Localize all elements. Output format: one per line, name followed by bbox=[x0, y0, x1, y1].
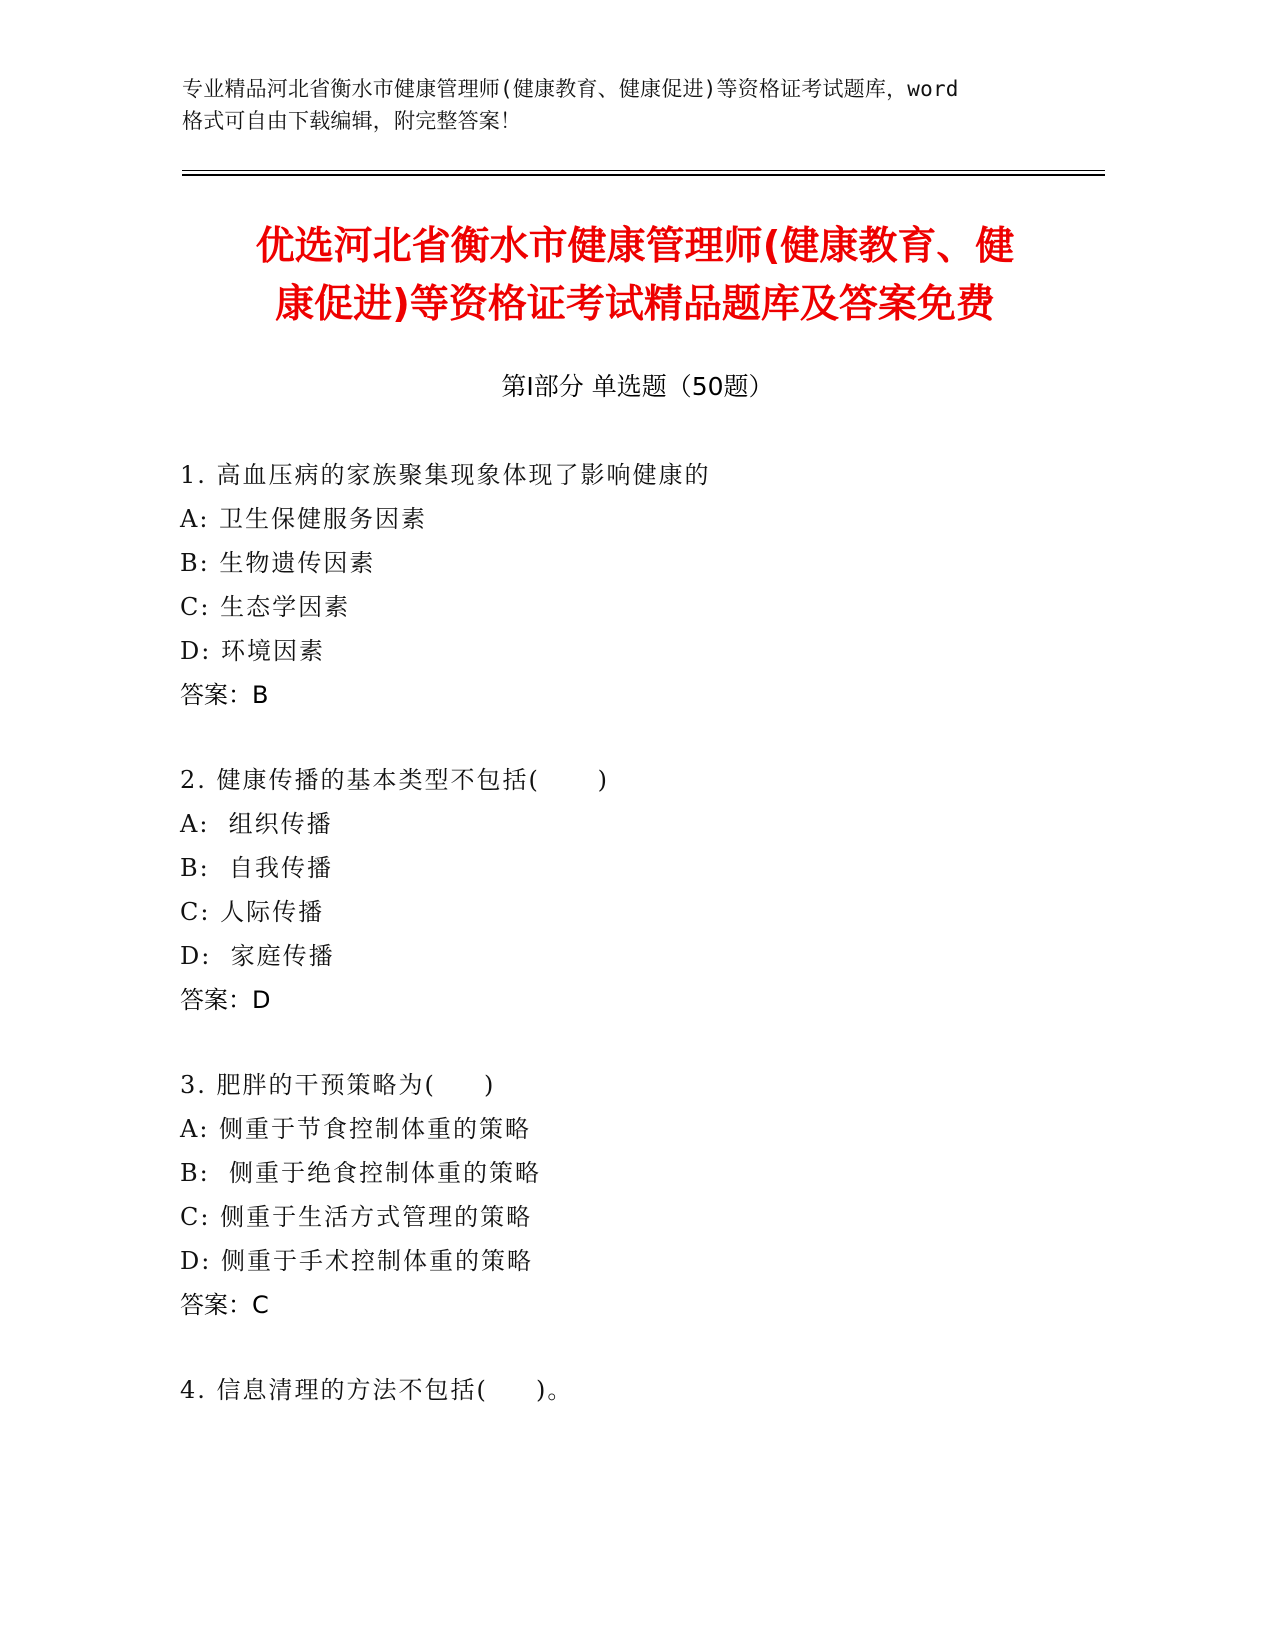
option-a: A: 组织传播 bbox=[180, 810, 333, 838]
answer-text: 答案：C bbox=[180, 1291, 269, 1319]
option-b: B: 自我传播 bbox=[180, 854, 333, 882]
question-stem: 1. 高血压病的家族聚集现象体现了影响健康的 bbox=[180, 461, 711, 489]
question-stem: 2. 健康传播的基本类型不包括( ) bbox=[180, 766, 610, 794]
header-note-line-2: 格式可自由下载编辑，附完整答案！ bbox=[182, 109, 522, 133]
question-stem: 3. 肥胖的干预策略为( ) bbox=[180, 1071, 496, 1099]
option-d: D: 环境因素 bbox=[180, 637, 325, 665]
option-c: C: 侧重于生活方式管理的策略 bbox=[180, 1203, 533, 1231]
answer-text: 答案：D bbox=[180, 986, 271, 1014]
option-c: C: 人际传播 bbox=[180, 898, 325, 926]
option-a: A: 侧重于节食控制体重的策略 bbox=[180, 1115, 532, 1143]
header-rule-thick bbox=[182, 174, 1105, 176]
option-c: C: 生态学因素 bbox=[180, 593, 351, 621]
question-stem: 4. 信息清理的方法不包括( )。 bbox=[180, 1376, 574, 1404]
question-1 bbox=[180, 453, 1080, 717]
question-3 bbox=[180, 1063, 1080, 1327]
header-note bbox=[182, 73, 1082, 137]
page-title-line-1: 优选河北省衡水市健康管理师(健康教育、健 bbox=[255, 224, 1015, 269]
header-note-line-1: 专业精品河北省衡水市健康管理师(健康教育、健康促进)等资格证考试题库，word bbox=[182, 77, 959, 101]
option-a: A: 卫生保健服务因素 bbox=[180, 505, 428, 533]
option-d: D: 侧重于手术控制体重的策略 bbox=[180, 1247, 533, 1275]
option-d: D: 家庭传播 bbox=[180, 942, 335, 970]
page-title-line-2: 康促进)等资格证考试精品题库及答案免费 bbox=[275, 282, 995, 327]
answer-text: 答案：B bbox=[180, 681, 269, 709]
option-b: B: 侧重于绝食控制体重的策略 bbox=[180, 1159, 541, 1187]
question-2 bbox=[180, 758, 1080, 1022]
page-title bbox=[170, 218, 1100, 334]
header-rule-thin bbox=[182, 170, 1105, 171]
question-4 bbox=[180, 1368, 1080, 1412]
section-heading: 第Ⅰ部分 单选题（50题） bbox=[501, 372, 774, 401]
option-b: B: 生物遗传因素 bbox=[180, 549, 376, 577]
